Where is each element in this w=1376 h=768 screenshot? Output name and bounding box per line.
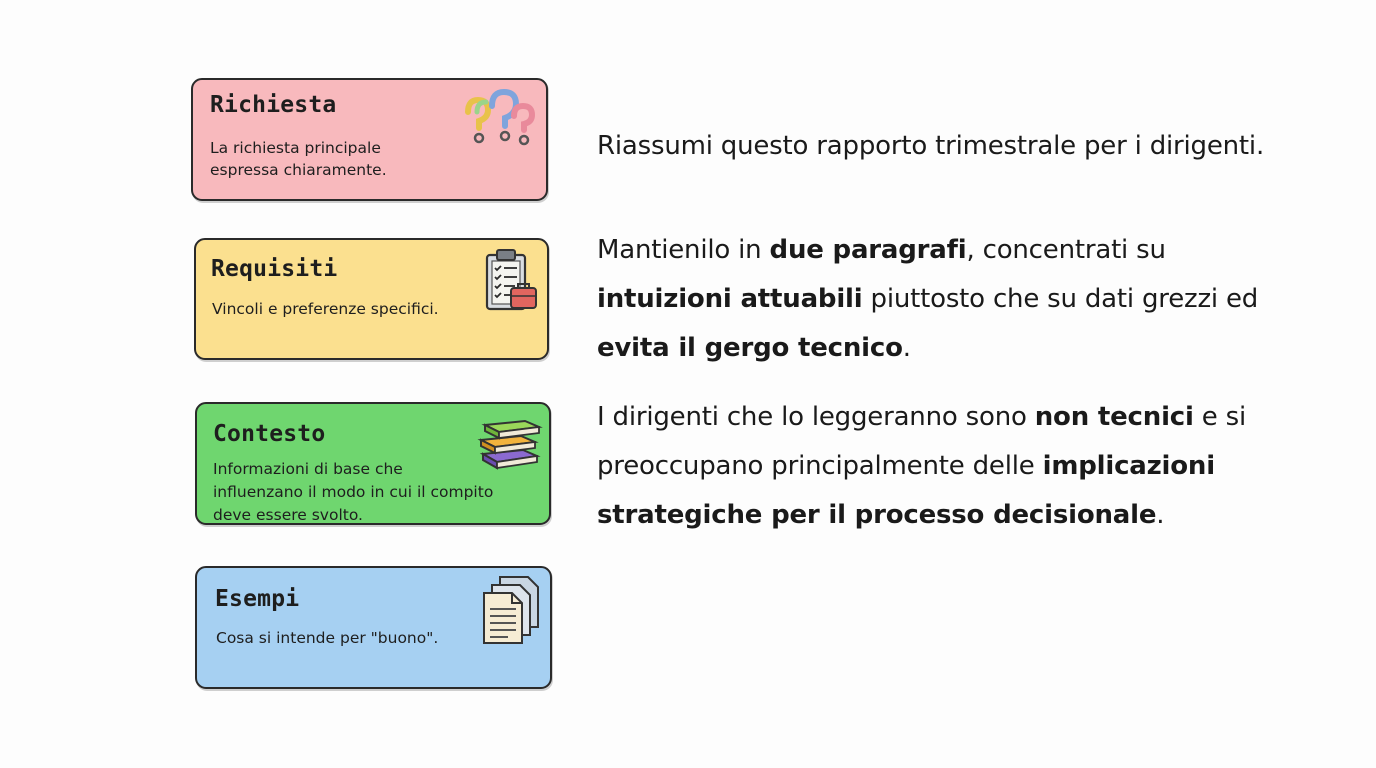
context-line-3: strategiche per il processo decisionale.: [597, 500, 1165, 530]
card-description-line: Informazioni di base che: [213, 460, 403, 478]
card-description-line: La richiesta principale: [210, 139, 381, 157]
requirements-line-1: Mantienilo in due paragrafi, concentrati su: [597, 235, 1166, 265]
context-line-2: preoccupano principalmente delle implicazioni: [597, 451, 1215, 481]
card-title: Esempi: [215, 586, 300, 612]
requirements-line-2: intuizioni attuabili piuttosto che su dati grezzi ed: [597, 284, 1259, 314]
books-stack-icon: [477, 410, 543, 470]
card-description: [210, 137, 387, 181]
request-line: Riassumi questo rapporto trimestrale per i dirigenti.: [597, 131, 1265, 161]
card-requisiti: [194, 238, 549, 360]
card-description: [216, 627, 438, 649]
context-line-1: I dirigenti che lo leggeranno sono non tecnici e si: [597, 402, 1247, 432]
card-esempi: [195, 566, 552, 689]
requirements-paragraph: [597, 226, 1258, 373]
card-description-line: espressa chiaramente.: [210, 161, 387, 179]
question-marks-icon: [462, 88, 542, 152]
card-description-line: Vincoli e preferenze specifici.: [212, 300, 439, 318]
request-paragraph: [597, 122, 1264, 171]
card-description: [213, 458, 493, 527]
card-description: [212, 298, 439, 320]
card-description-line: Cosa si intende per "buono".: [216, 629, 439, 647]
clipboard-checklist-icon: [482, 246, 540, 316]
requirements-line-3: evita il gergo tecnico.: [597, 333, 911, 363]
card-description-line: deve essere svolto.: [213, 506, 363, 524]
documents-stack-icon: [480, 573, 544, 645]
context-paragraph: [597, 393, 1246, 540]
card-title: Richiesta: [210, 92, 337, 118]
card-title: Requisiti: [211, 256, 338, 282]
card-description-line: influenzano il modo in cui il compito: [213, 483, 494, 501]
card-title: Contesto: [213, 421, 326, 447]
card-contesto: [195, 402, 551, 525]
card-richiesta: [191, 78, 548, 201]
